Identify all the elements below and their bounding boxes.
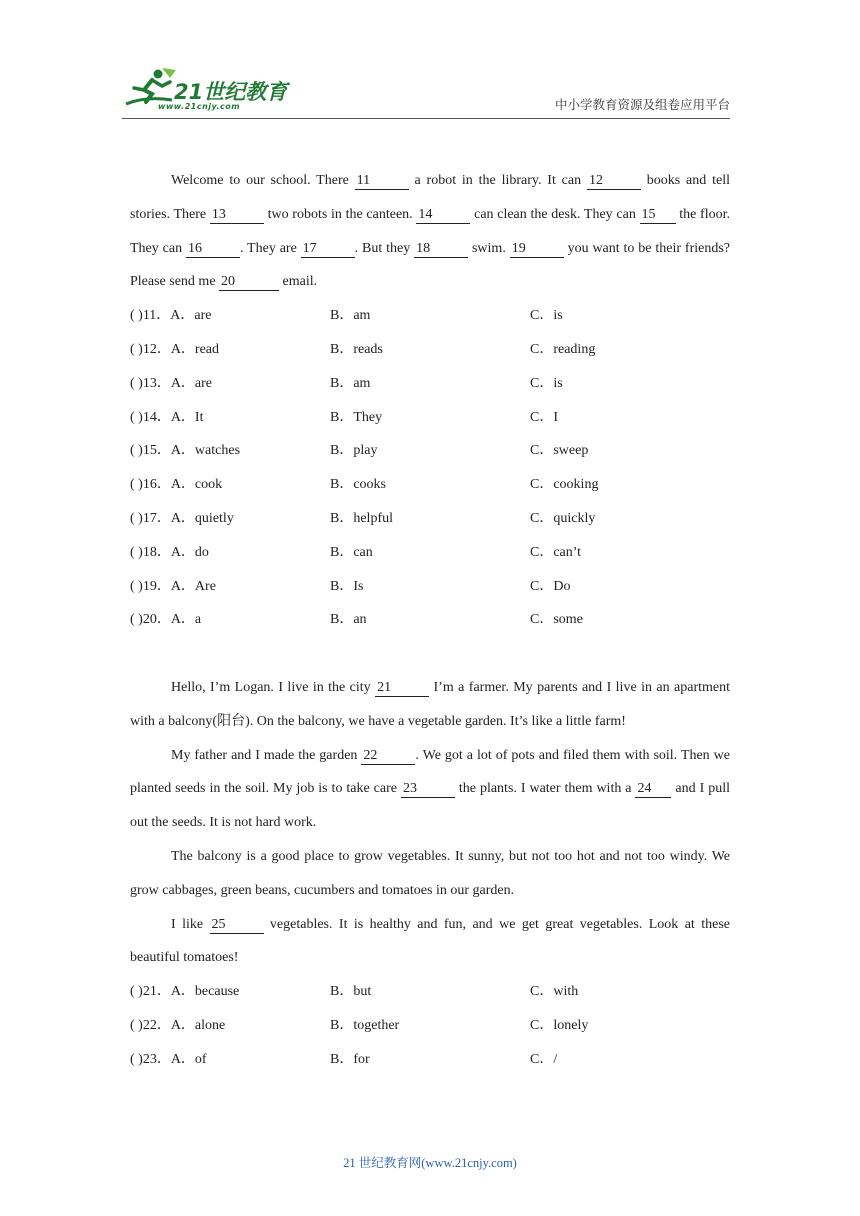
question-row [130,434,730,468]
option-b: B．together [330,1017,400,1033]
passage-2-paragraph-4: I like 25 vegetables. It is healthy and fun, and we get great vegetables. Look at these beautiful tomatoes! [130,916,731,966]
option-c: C．with [530,984,579,1000]
blank-21: 21 [375,680,429,697]
header-divider [122,118,730,119]
exam-content [130,164,730,1077]
option-a: ( )19．A．Are [130,578,216,594]
option-b: B．am [330,308,371,324]
option-a: ( )15．A．watches [130,443,241,459]
blank-15: 15 [640,207,676,224]
option-b: B．an [330,612,367,628]
question-row [130,468,730,502]
blank-23: 23 [401,781,455,798]
option-a: ( )22．A．alone [130,1017,226,1033]
question-row [130,603,730,637]
blank-13: 13 [210,207,264,224]
passage-2-options [130,975,730,1076]
question-row [130,299,730,333]
question-row [130,333,730,367]
option-a: ( )20．A．a [130,612,202,628]
option-a: ( )21．A．because [130,984,240,1000]
question-row [130,570,730,604]
passage-1-options [130,299,730,637]
header-platform-text: 中小学教育资源及组卷应用平台 [554,97,730,112]
option-c: C．can’t [530,544,582,560]
option-c: C．cooking [530,477,599,493]
option-a: ( )13．A．are [130,375,213,391]
option-c: C．is [530,375,563,391]
option-b: B．but [330,984,372,1000]
blank-22: 22 [361,748,415,765]
page-header [0,0,860,130]
option-c: C．lonely [530,1017,589,1033]
question-row [130,502,730,536]
blank-11: 11 [355,173,409,190]
blank-12: 12 [587,173,641,190]
blank-17: 17 [301,241,355,258]
option-a: ( )11．A．are [130,308,212,324]
option-b: B．can [330,544,373,560]
question-row [130,367,730,401]
option-a: ( )17．A．quietly [130,510,234,526]
question-row [130,401,730,435]
logo-url: www.21cnjy.com [158,102,241,111]
option-c: C．is [530,308,563,324]
passage-2-paragraph-1: Hello, I’m Logan. I live in the city 21 I’m a farmer. My parents and I live in an apartment with a balcony(阳台). On the balcony, we have a vegetable garden. It’s like a little farm! [130,679,730,729]
option-a: ( )16．A．cook [130,477,223,493]
logo [122,66,292,116]
question-row [130,975,730,1009]
blank-14: 14 [416,207,470,224]
page-footer[interactable]: 21 世纪教育网(www.21cnjy.com) [343,1156,517,1170]
section-gap [130,637,730,671]
passage-2-paragraph-2: My father and I made the garden 22 . We got a lot of pots and filed them with soil. Then we planted seeds in the soil. My job is to take care 23 the plants. I water them with a 24 and I pull out the seeds. It is not hard work. [130,747,730,831]
question-row [130,536,730,570]
option-a: ( )12．A．read [130,341,220,357]
option-b: B．am [330,375,371,391]
question-row [130,1009,730,1043]
option-c: C．some [530,612,583,628]
option-c: C．quickly [530,510,596,526]
blank-25: 25 [210,917,264,934]
blank-24: 24 [635,781,671,798]
option-c: C．reading [530,341,596,357]
option-b: B．reads [330,341,383,357]
blank-16: 16 [186,241,240,258]
option-b: B．helpful [330,510,393,526]
blank-18: 18 [414,241,468,258]
option-a: ( )23．A．of [130,1051,207,1067]
passage-2-paragraph-3: The balcony is a good place to grow vegetables. It sunny, but not too hot and not too windy. We grow cabbages, green beans, cucumbers and tomatoes in our garden. [130,848,730,898]
option-b: B．for [330,1051,370,1067]
option-a: ( )14．A．It [130,409,204,425]
option-a: ( )18．A．do [130,544,209,560]
option-c: C．Do [530,578,571,594]
logo-text: 21世纪教育 [174,80,288,104]
passage-1-paragraph: Welcome to our school. There 11 a robot in the library. It can 12 books and tell stories. There 13 two robots in the canteen. 14 can clean the desk. They can 15 the floor. They can 16 . They are 17 . But they 18 swim. 19 you want to be their friends? Please send me 20 email. [130,173,730,290]
option-b: B．play [330,443,378,459]
blank-19: 19 [510,241,564,258]
option-c: C．/ [530,1051,558,1067]
option-b: B．They [330,409,383,425]
option-b: B．cooks [330,477,386,493]
option-c: C．I [530,409,558,425]
question-row [130,1043,730,1077]
option-c: C．sweep [530,443,589,459]
blank-20: 20 [219,274,279,291]
option-b: B．Is [330,578,364,594]
